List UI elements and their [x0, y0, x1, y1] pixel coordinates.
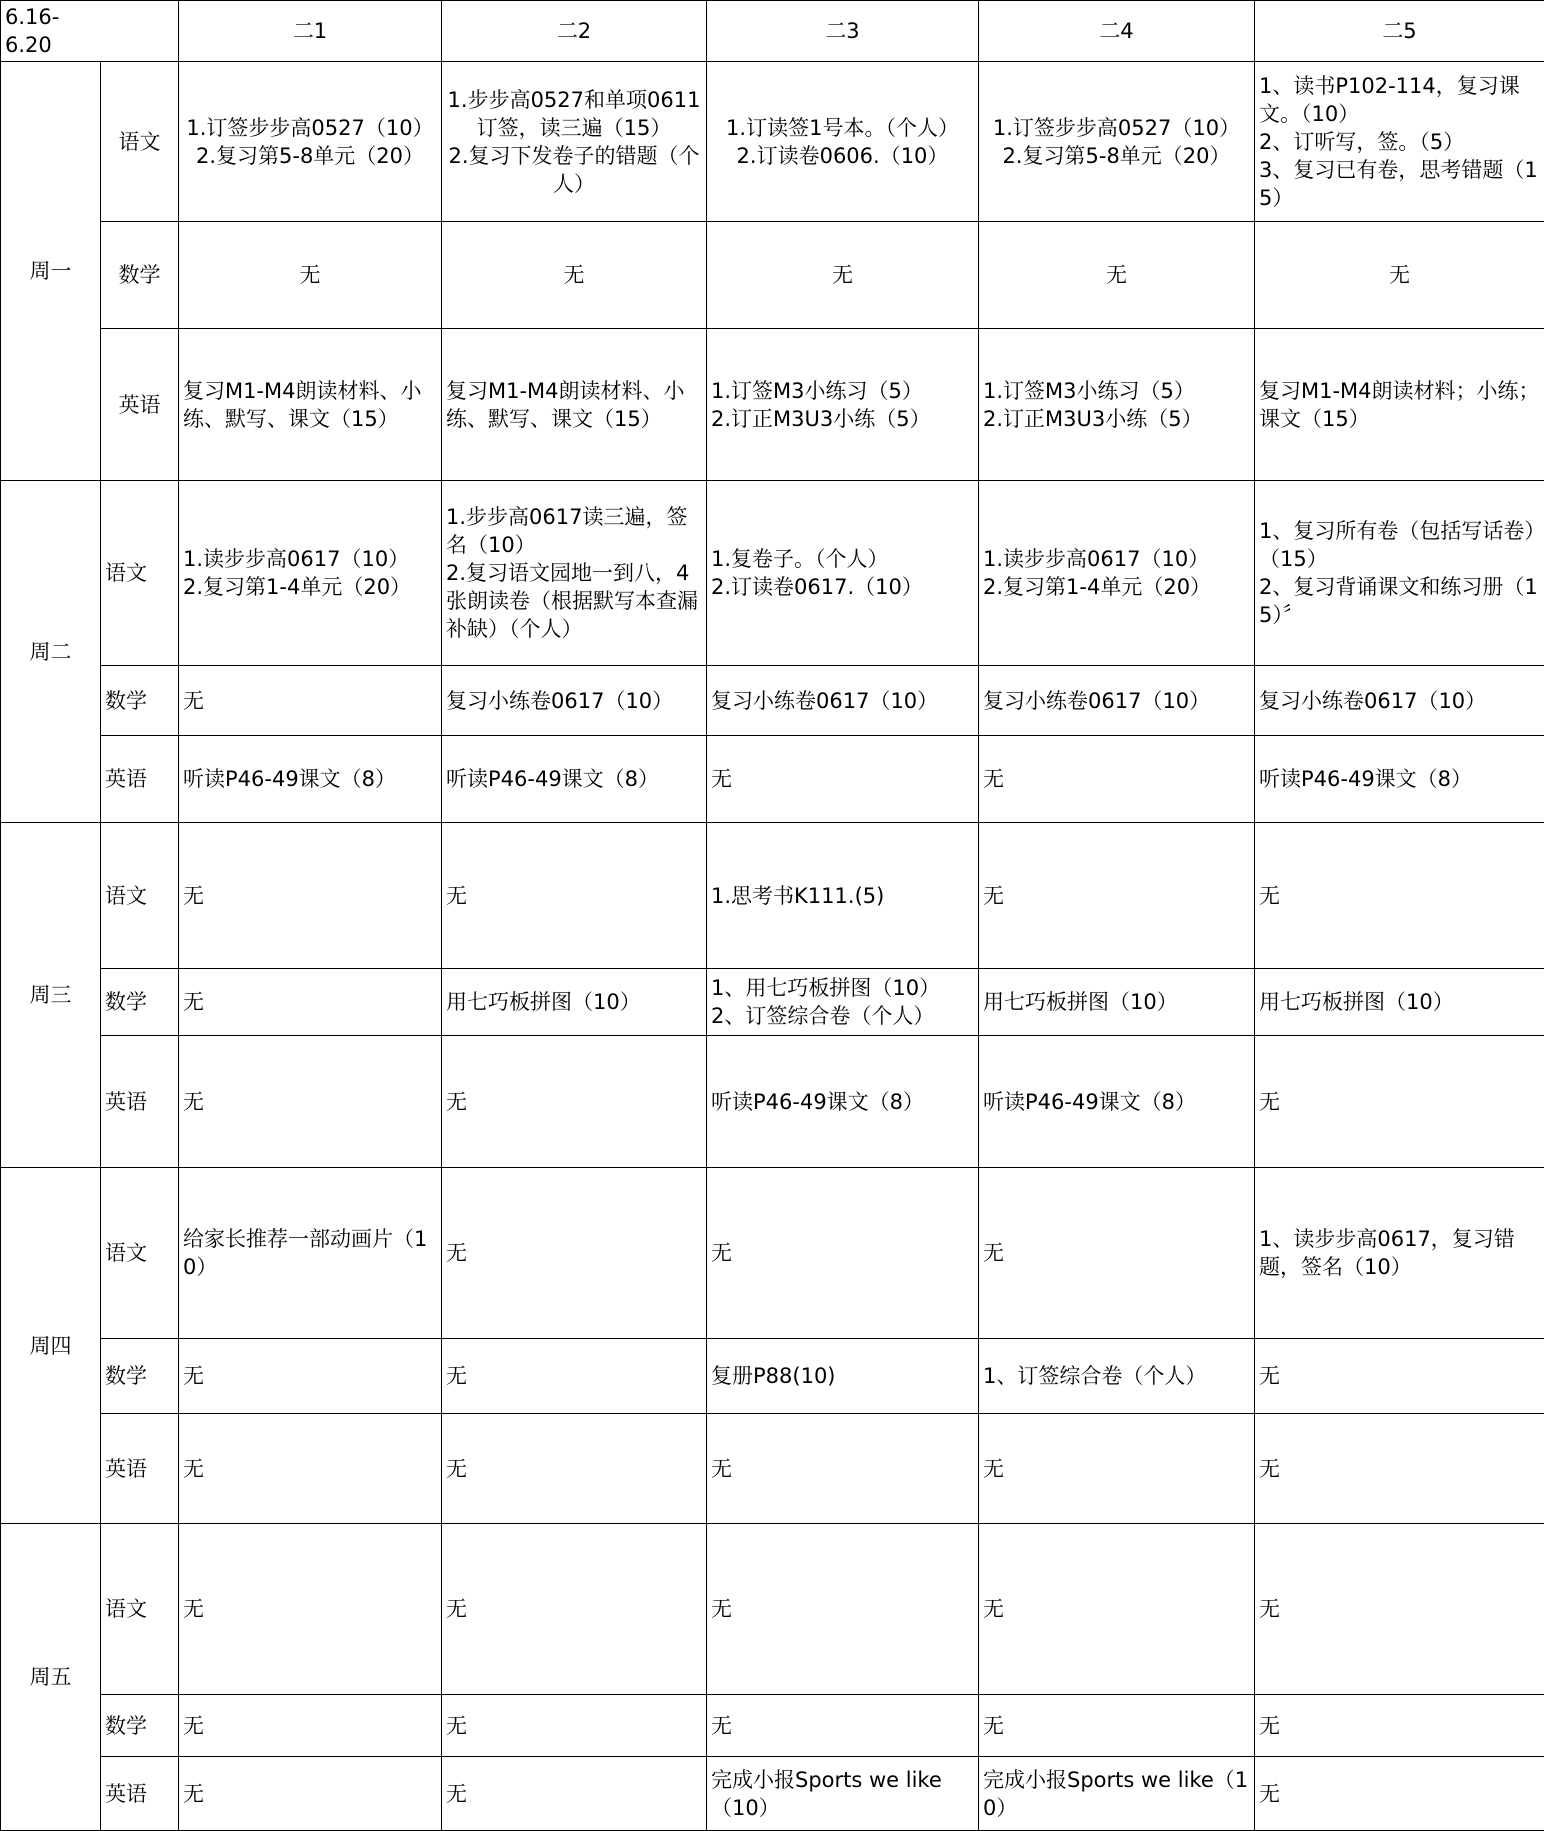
- task-cell: 给家长推荐一部动画片（10）: [179, 1168, 442, 1339]
- task-cell: 1.订签M3小练习（5） 2.订正M3U3小练（5）: [707, 329, 979, 481]
- task-cell: 无: [442, 1695, 707, 1757]
- task-cell: 无: [442, 823, 707, 969]
- task-cell: 1、读步步高0617，复习错题，签名（10）: [1255, 1168, 1544, 1339]
- task-cell: 1、用七巧板拼图（10）2、订签综合卷（个人）: [707, 969, 979, 1036]
- task-cell: 1.读步步高0617（10） 2.复习第1-4单元（20）: [179, 481, 442, 666]
- task-cell: 1.订签步步高0527（10） 2.复习第5-8单元（20）: [179, 62, 442, 222]
- task-cell: 无: [179, 1695, 442, 1757]
- table-row: [1, 1168, 1544, 1339]
- subject-cell: 英语: [101, 736, 179, 823]
- task-cell: 复习小练卷0617（10）: [1255, 666, 1544, 736]
- task-cell: 无: [179, 1036, 442, 1168]
- task-cell: 无: [1255, 222, 1544, 329]
- task-cell: 无: [179, 969, 442, 1036]
- task-cell: 无: [179, 823, 442, 969]
- task-cell: 1、订签综合卷（个人）: [979, 1339, 1255, 1414]
- subject-cell: 英语: [101, 1757, 179, 1831]
- class-header: 二1: [179, 1, 442, 62]
- subject-cell: 英语: [101, 329, 179, 481]
- task-cell: 1、读书P102-114，复习课文。（10） 2、订听写，签。（5） 3、复习已有卷，思考错题（15）: [1255, 62, 1544, 222]
- table-row: [1, 222, 1544, 329]
- task-cell: 完成小报Sports we like（10）: [979, 1757, 1255, 1831]
- date-range-cell: 6.16- 6.20: [1, 1, 179, 62]
- task-cell: 无: [179, 222, 442, 329]
- table-row: [1, 1524, 1544, 1695]
- task-cell: 无: [442, 1757, 707, 1831]
- subject-cell: 语文: [101, 1524, 179, 1695]
- task-cell: 无: [179, 1414, 442, 1524]
- task-cell: 无: [442, 1168, 707, 1339]
- task-cell: 无: [979, 1168, 1255, 1339]
- subject-cell: 语文: [101, 823, 179, 969]
- header-row: [1, 1, 1544, 62]
- table-row: [1, 481, 1544, 666]
- task-cell: 听读P46-49课文（8）: [707, 1036, 979, 1168]
- task-cell: 无: [442, 1339, 707, 1414]
- subject-cell: 英语: [101, 1036, 179, 1168]
- task-cell: 1.读步步高0617（10） 2.复习第1-4单元（20）: [979, 481, 1255, 666]
- table-row: [1, 666, 1544, 736]
- day-cell: 周四: [1, 1168, 101, 1524]
- task-cell: 无: [1255, 823, 1544, 969]
- task-cell: 无: [707, 222, 979, 329]
- table-row: [1, 62, 1544, 222]
- task-cell: 无: [179, 666, 442, 736]
- subject-cell: 数学: [101, 222, 179, 329]
- task-cell: 无: [979, 1695, 1255, 1757]
- day-cell: 周三: [1, 823, 101, 1168]
- task-cell: 无: [1255, 1036, 1544, 1168]
- table-row: [1, 1757, 1544, 1831]
- task-cell: 无: [442, 1036, 707, 1168]
- subject-cell: 语文: [101, 481, 179, 666]
- task-cell: 无: [979, 1524, 1255, 1695]
- task-cell: 1.订读签1号本。（个人） 2.订读卷0606.（10）: [707, 62, 979, 222]
- task-cell: 无: [707, 736, 979, 823]
- day-cell: 周五: [1, 1524, 101, 1831]
- task-cell: 1.订签步步高0527（10） 2.复习第5-8单元（20）: [979, 62, 1255, 222]
- table-row: [1, 1695, 1544, 1757]
- task-cell: 无: [179, 1524, 442, 1695]
- subject-cell: 数学: [101, 1339, 179, 1414]
- task-cell: 无: [979, 736, 1255, 823]
- day-cell: 周二: [1, 481, 101, 823]
- task-cell: 无: [979, 823, 1255, 969]
- table-row: [1, 1036, 1544, 1168]
- task-cell: 用七巧板拼图（10）: [979, 969, 1255, 1036]
- task-cell: 无: [979, 1414, 1255, 1524]
- task-cell: 无: [707, 1524, 979, 1695]
- task-cell: 1.复卷子。（个人） 2.订读卷0617.（10）: [707, 481, 979, 666]
- class-header: 二5: [1255, 1, 1544, 62]
- task-cell: 1.订签M3小练习（5） 2.订正M3U3小练（5）: [979, 329, 1255, 481]
- task-cell: 复册P88(10): [707, 1339, 979, 1414]
- subject-cell: 数学: [101, 1695, 179, 1757]
- task-cell: 复习小练卷0617（10）: [442, 666, 707, 736]
- table-row: [1, 823, 1544, 969]
- task-cell: 1.步步高0617读三遍，签名（10） 2.复习语文园地一到八，4张朗读卷（根据默写本查漏补缺）（个人）: [442, 481, 707, 666]
- task-cell: 用七巧板拼图（10）: [442, 969, 707, 1036]
- task-cell: 无: [1255, 1414, 1544, 1524]
- task-cell: 复习M1-M4朗读材料、小练、默写、课文（15）: [442, 329, 707, 481]
- task-cell: 用七巧板拼图（10）: [1255, 969, 1544, 1036]
- table-row: [1, 329, 1544, 481]
- task-cell: 听读P46-49课文（8）: [1255, 736, 1544, 823]
- task-cell: 完成小报Sports we like（10）: [707, 1757, 979, 1831]
- task-cell: 1.思考书K111.(5): [707, 823, 979, 969]
- table-row: [1, 969, 1544, 1036]
- task-cell: 无: [1255, 1695, 1544, 1757]
- task-cell: 无: [179, 1757, 442, 1831]
- task-cell: 无: [1255, 1524, 1544, 1695]
- day-cell: 周一: [1, 62, 101, 481]
- class-header: 二4: [979, 1, 1255, 62]
- task-cell: 听读P46-49课文（8）: [979, 1036, 1255, 1168]
- task-cell: 复习小练卷0617（10）: [979, 666, 1255, 736]
- task-cell: 复习小练卷0617（10）: [707, 666, 979, 736]
- table-row: [1, 736, 1544, 823]
- task-cell: 无: [707, 1414, 979, 1524]
- subject-cell: 语文: [101, 1168, 179, 1339]
- task-cell: 复习M1-M4朗读材料；小练；课文（15）: [1255, 329, 1544, 481]
- task-cell: 1.步步高0527和单项0611订签，读三遍（15） 2.复习下发卷子的错题（个人）: [442, 62, 707, 222]
- subject-cell: 语文: [101, 62, 179, 222]
- task-cell: 无: [179, 1339, 442, 1414]
- task-cell: 无: [979, 222, 1255, 329]
- class-header: 二3: [707, 1, 979, 62]
- subject-cell: 数学: [101, 666, 179, 736]
- task-cell: 听读P46-49课文（8）: [442, 736, 707, 823]
- subject-cell: 英语: [101, 1414, 179, 1524]
- task-cell: 无: [442, 222, 707, 329]
- class-header: 二2: [442, 1, 707, 62]
- task-cell: 复习M1-M4朗读材料、小练、默写、课文（15）: [179, 329, 442, 481]
- task-cell: 1、复习所有卷（包括写话卷）（15） 2、复习背诵课文和练习册（15）〞: [1255, 481, 1544, 666]
- task-cell: 无: [1255, 1339, 1544, 1414]
- table-row: [1, 1339, 1544, 1414]
- subject-cell: 数学: [101, 969, 179, 1036]
- task-cell: 无: [1255, 1757, 1544, 1831]
- task-cell: 听读P46-49课文（8）: [179, 736, 442, 823]
- task-cell: 无: [707, 1695, 979, 1757]
- task-cell: 无: [442, 1414, 707, 1524]
- task-cell: 无: [707, 1168, 979, 1339]
- task-cell: 无: [442, 1524, 707, 1695]
- table-row: [1, 1414, 1544, 1524]
